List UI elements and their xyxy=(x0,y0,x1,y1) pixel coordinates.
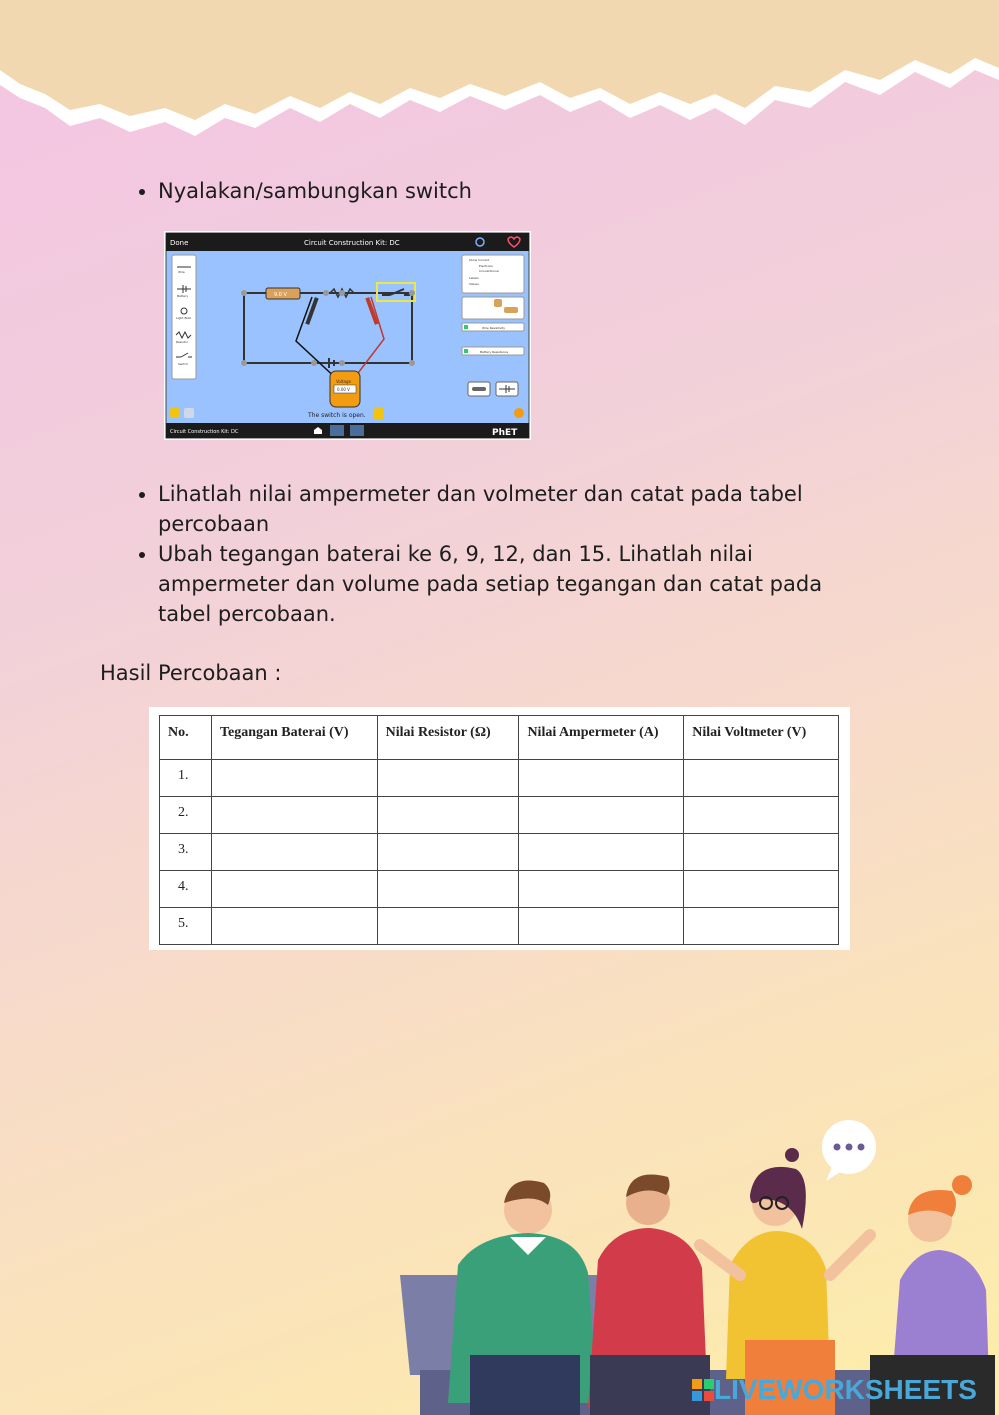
header-voltmeter: Nilai Voltmeter (V) xyxy=(684,716,839,760)
results-table-card xyxy=(149,707,850,950)
instruction-item: • Lihatlah nilai ampermeter dan volmeter dan catat pada tabel percobaan xyxy=(158,479,878,539)
panel-option[interactable]: Labels xyxy=(469,276,479,280)
toolbox-wire-label: Wire xyxy=(178,270,185,274)
meter-value: 0.00 V xyxy=(337,387,350,392)
cell-voltage[interactable] xyxy=(211,908,377,945)
sim-done-label[interactable]: Done xyxy=(170,239,189,247)
header-resistor: Nilai Resistor (Ω) xyxy=(377,716,519,760)
cell-voltage[interactable] xyxy=(211,871,377,908)
cell-ammeter[interactable] xyxy=(519,908,684,945)
row-number: 3. xyxy=(160,834,212,871)
sim-title: Circuit Construction Kit: DC xyxy=(304,239,400,247)
battery-value-label: 9.0 V xyxy=(274,292,287,298)
header-ammeter: Nilai Ampermeter (A) xyxy=(519,716,684,760)
instruction-item: • Ubah tegangan baterai ke 6, 9, 12, dan 15. Lihatlah nilai ampermeter dan volume pada setiap tegangan dan catat pada tabel percobaan. xyxy=(158,539,878,629)
liveworksheets-logo[interactable] xyxy=(692,1372,977,1408)
toolbox-resistor-label: Resistor xyxy=(176,340,188,344)
cell-voltage[interactable] xyxy=(211,797,377,834)
zoom-out-icon[interactable] xyxy=(170,408,180,418)
instruction-list-bottom xyxy=(130,479,878,629)
zoom-in-icon[interactable] xyxy=(184,408,194,418)
reset-all-icon[interactable] xyxy=(514,408,524,418)
cell-voltmeter[interactable] xyxy=(684,908,839,945)
table-row xyxy=(160,908,839,945)
header-no: No. xyxy=(160,716,212,760)
toolbox-switch-label: Switch xyxy=(178,362,188,366)
sim-footer-title: Circuit Construction Kit: DC xyxy=(170,429,239,435)
table-header-row xyxy=(160,716,839,760)
header-voltage: Tegangan Baterai (V) xyxy=(211,716,377,760)
panel-option[interactable]: Values xyxy=(469,282,479,286)
panel-option[interactable]: Conventional xyxy=(479,269,499,273)
phet-logo[interactable]: PhET xyxy=(492,428,518,438)
cell-voltmeter[interactable] xyxy=(684,834,839,871)
table-row xyxy=(160,760,839,797)
cell-resistor[interactable] xyxy=(377,908,519,945)
cell-resistor[interactable] xyxy=(377,797,519,834)
row-number: 4. xyxy=(160,871,212,908)
table-row xyxy=(160,871,839,908)
results-table xyxy=(159,715,839,945)
torn-paper-header xyxy=(0,0,999,150)
cell-voltmeter[interactable] xyxy=(684,760,839,797)
cell-resistor[interactable] xyxy=(377,871,519,908)
cell-ammeter[interactable] xyxy=(519,797,684,834)
instruction-item: • Nyalakan/sambungkan switch xyxy=(158,176,472,206)
table-row xyxy=(160,834,839,871)
liveworksheets-logo-text: LIVEWORKSHEETS xyxy=(714,1374,977,1405)
wire-resistivity-label: Wire Resistivity xyxy=(482,326,506,330)
cell-voltage[interactable] xyxy=(211,760,377,797)
cell-ammeter[interactable] xyxy=(519,871,684,908)
panel-option[interactable]: Electrons xyxy=(479,264,493,268)
cell-ammeter[interactable] xyxy=(519,760,684,797)
screen-thumbnail-2[interactable] xyxy=(350,425,364,436)
cell-voltmeter[interactable] xyxy=(684,797,839,834)
meter-label: Voltage xyxy=(336,379,352,384)
panel-option[interactable]: Show Current xyxy=(469,258,490,262)
table-row xyxy=(160,797,839,834)
discussion-illustration xyxy=(400,1115,999,1415)
cell-ammeter[interactable] xyxy=(519,834,684,871)
toolbox-bulb-label: Light Bulb xyxy=(176,316,192,320)
circuit-simulation-screenshot xyxy=(164,231,531,440)
instruction-list-top xyxy=(130,176,472,206)
results-heading: Hasil Percobaan : xyxy=(100,661,282,685)
battery-resistance-label: Battery Resistance xyxy=(480,350,509,354)
cell-voltage[interactable] xyxy=(211,834,377,871)
row-number: 5. xyxy=(160,908,212,945)
cell-resistor[interactable] xyxy=(377,834,519,871)
cell-resistor[interactable] xyxy=(377,760,519,797)
cell-voltmeter[interactable] xyxy=(684,871,839,908)
row-number: 1. xyxy=(160,760,212,797)
screen-thumbnail-1[interactable] xyxy=(330,425,344,436)
liveworksheets-logo-icon xyxy=(692,1379,714,1401)
toolbox-battery-label: Battery xyxy=(177,294,189,298)
row-number: 2. xyxy=(160,797,212,834)
sim-status-text: The switch is open. xyxy=(308,412,366,419)
trash-icon[interactable] xyxy=(374,408,384,420)
